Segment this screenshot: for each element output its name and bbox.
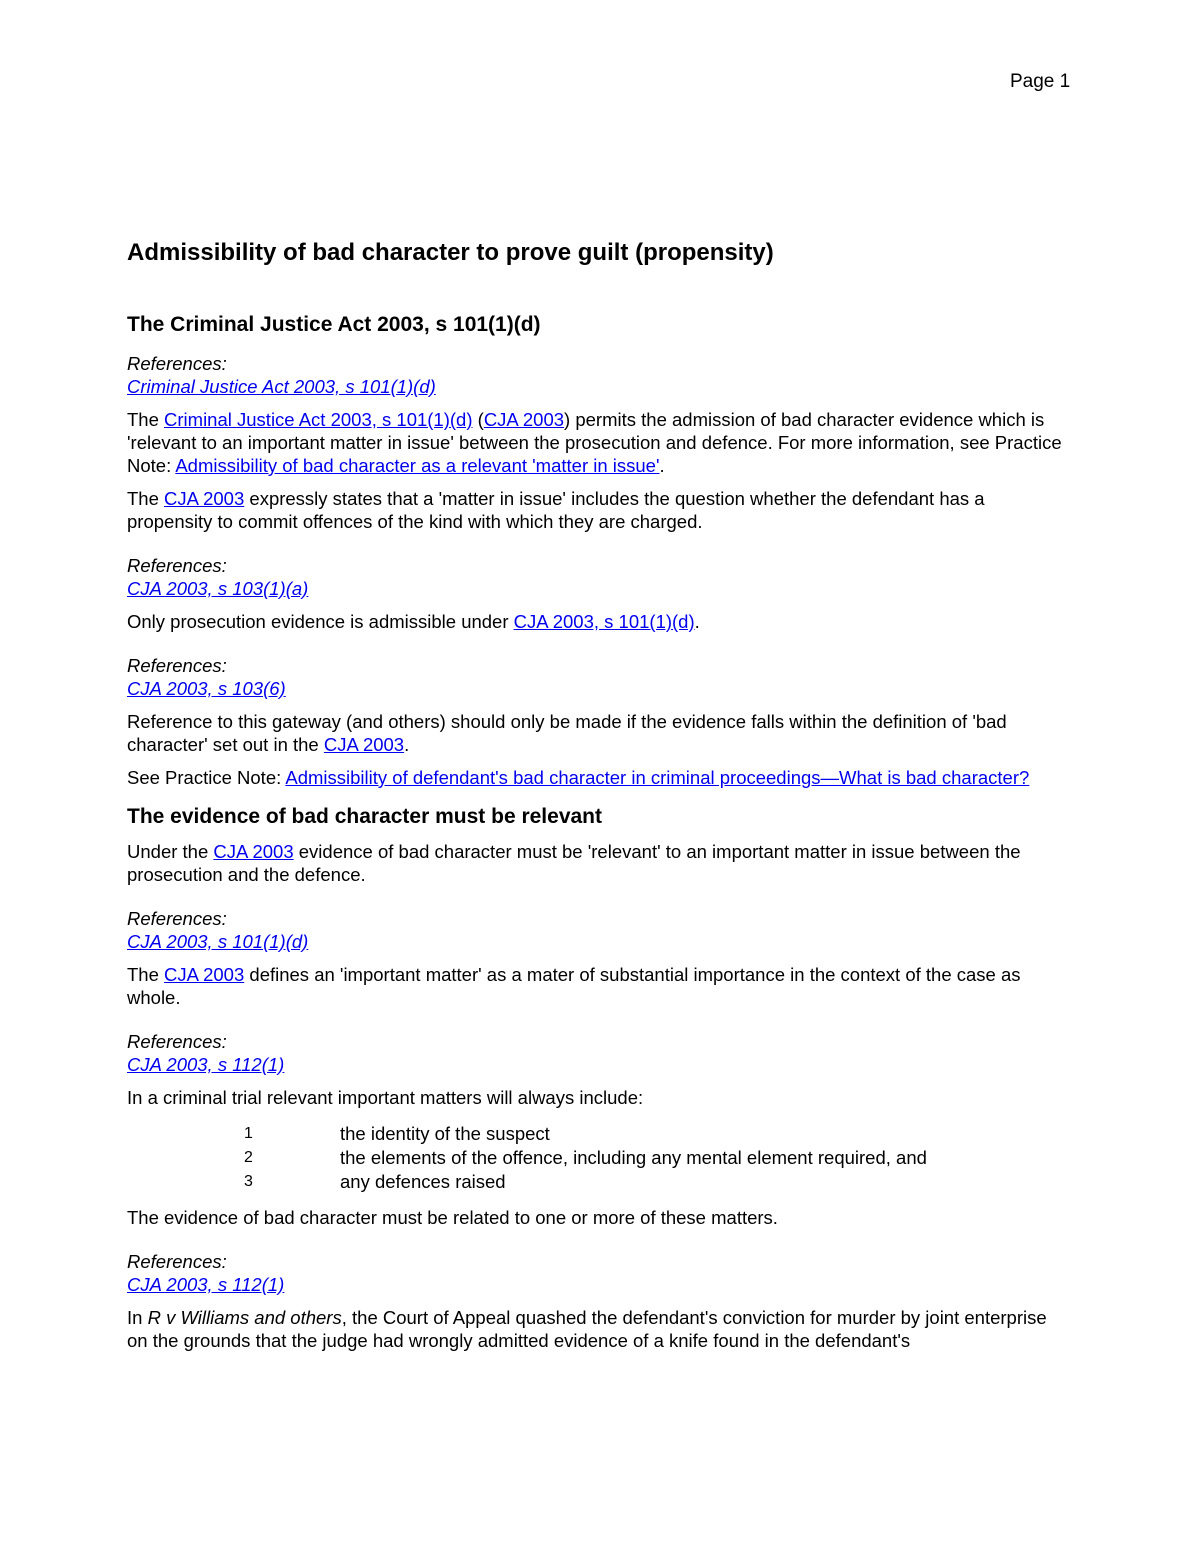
list-item [127, 1146, 1072, 1170]
list-item-text: the identity of the suspect [340, 1123, 550, 1144]
list-item-number: 3 [244, 1173, 253, 1190]
references-block [127, 1250, 1072, 1296]
references-label: References: [127, 655, 227, 676]
references-block [127, 554, 1072, 600]
reference-link-cja-103-6[interactable]: CJA 2003, s 103(6) [127, 678, 286, 699]
reference-link-cja-112-1[interactable]: CJA 2003, s 112(1) [127, 1054, 285, 1075]
list-item-text: any defences raised [340, 1171, 506, 1192]
link-cja-101-1-d[interactable]: Criminal Justice Act 2003, s 101(1)(d) [164, 409, 473, 430]
numbered-list [127, 1122, 1072, 1194]
list-item-number: 2 [244, 1149, 253, 1166]
paragraph-matters-include: In a criminal trial relevant important matters will always include: [127, 1087, 644, 1108]
paragraph-important-matter: The CJA 2003 defines an 'important matter' as a mater of substantial importance in the context of the case as whole. [127, 964, 1021, 1008]
paragraph-related-matters: The evidence of bad character must be related to one or more of these matters. [127, 1207, 778, 1228]
list-item [127, 1122, 1072, 1146]
paragraph-prosecution-evidence: Only prosecution evidence is admissible under CJA 2003, s 101(1)(d). [127, 611, 700, 632]
link-practice-note-matter-in-issue[interactable]: Admissibility of bad character as a relevant 'matter in issue' [175, 455, 660, 476]
link-cja-2003[interactable]: CJA 2003 [213, 841, 294, 862]
references-label: References: [127, 353, 227, 374]
link-cja-2003[interactable]: CJA 2003 [323, 734, 405, 755]
reference-link-cja-101-1-d[interactable]: CJA 2003, s 101(1)(d) [127, 931, 309, 952]
paragraph-williams-case: In R v Williams and others, the Court of Appeal quashed the defendant's conviction for murder by joint enterprise on the grounds that the judge had wrongly admitted evidence of a knife found in the defendant's [127, 1307, 1047, 1351]
references-label: References: [127, 1251, 227, 1272]
link-cja-2003[interactable]: CJA 2003 [483, 409, 565, 430]
case-name: R v Williams and others [147, 1307, 342, 1328]
paragraph-gateway-reference: Reference to this gateway (and others) should only be made if the evidence falls within the definition of 'bad character' set out in the CJA 2003. [127, 711, 1007, 755]
references-label: References: [127, 908, 227, 929]
reference-link-cja-112-1[interactable]: CJA 2003, s 112(1) [127, 1274, 285, 1295]
list-item [127, 1170, 1072, 1194]
document-title: Admissibility of bad character to prove guilt (propensity) [127, 239, 774, 266]
paragraph-relevance: Under the CJA 2003 evidence of bad character must be 'relevant' to an important matter in issue between the prosecution and the defence. [127, 841, 1021, 885]
document-body [127, 236, 1072, 1362]
reference-link-cja-103-1-a[interactable]: CJA 2003, s 103(1)(a) [127, 578, 309, 599]
link-practice-note-bad-character[interactable]: Admissibility of defendant's bad character in criminal proceedings—What is bad character? [285, 767, 1030, 788]
references-label: References: [127, 555, 227, 576]
list-item-text: the elements of the offence, including any mental element required, and [340, 1147, 927, 1168]
link-cja-2003[interactable]: CJA 2003 [164, 488, 245, 509]
reference-link-cja-101-1-d[interactable]: Criminal Justice Act 2003, s 101(1)(d) [127, 376, 436, 397]
page-number: Page 1 [1010, 71, 1071, 92]
link-cja-101-1-d[interactable]: CJA 2003, s 101(1)(d) [513, 611, 695, 632]
references-label: References: [127, 1031, 227, 1052]
section-heading-cja-101: The Criminal Justice Act 2003, s 101(1)(d) [127, 313, 541, 336]
section-heading-relevance: The evidence of bad character must be relevant [127, 805, 603, 828]
references-block [127, 654, 1072, 700]
paragraph-see-practice-note: See Practice Note: Admissibility of defendant's bad character in criminal proceedings—What is bad character? [127, 767, 1030, 788]
link-cja-2003[interactable]: CJA 2003 [164, 964, 245, 985]
references-block [127, 1030, 1072, 1076]
list-item-number: 1 [244, 1125, 253, 1142]
references-block [127, 907, 1072, 953]
references-block [127, 352, 1072, 398]
paragraph-propensity: The CJA 2003 expressly states that a 'matter in issue' includes the question whether the defendant has a propensity to commit offences of the kind with which they are charged. [127, 488, 985, 532]
paragraph-admission: The Criminal Justice Act 2003, s 101(1)(d) (CJA 2003) permits the admission of bad character evidence which is 'relevant to an important matter in issue' between the prosecution and defence. For more information, see Practice Note: Admissibility of bad character as a relevant 'matter in issue'. [127, 409, 1062, 476]
